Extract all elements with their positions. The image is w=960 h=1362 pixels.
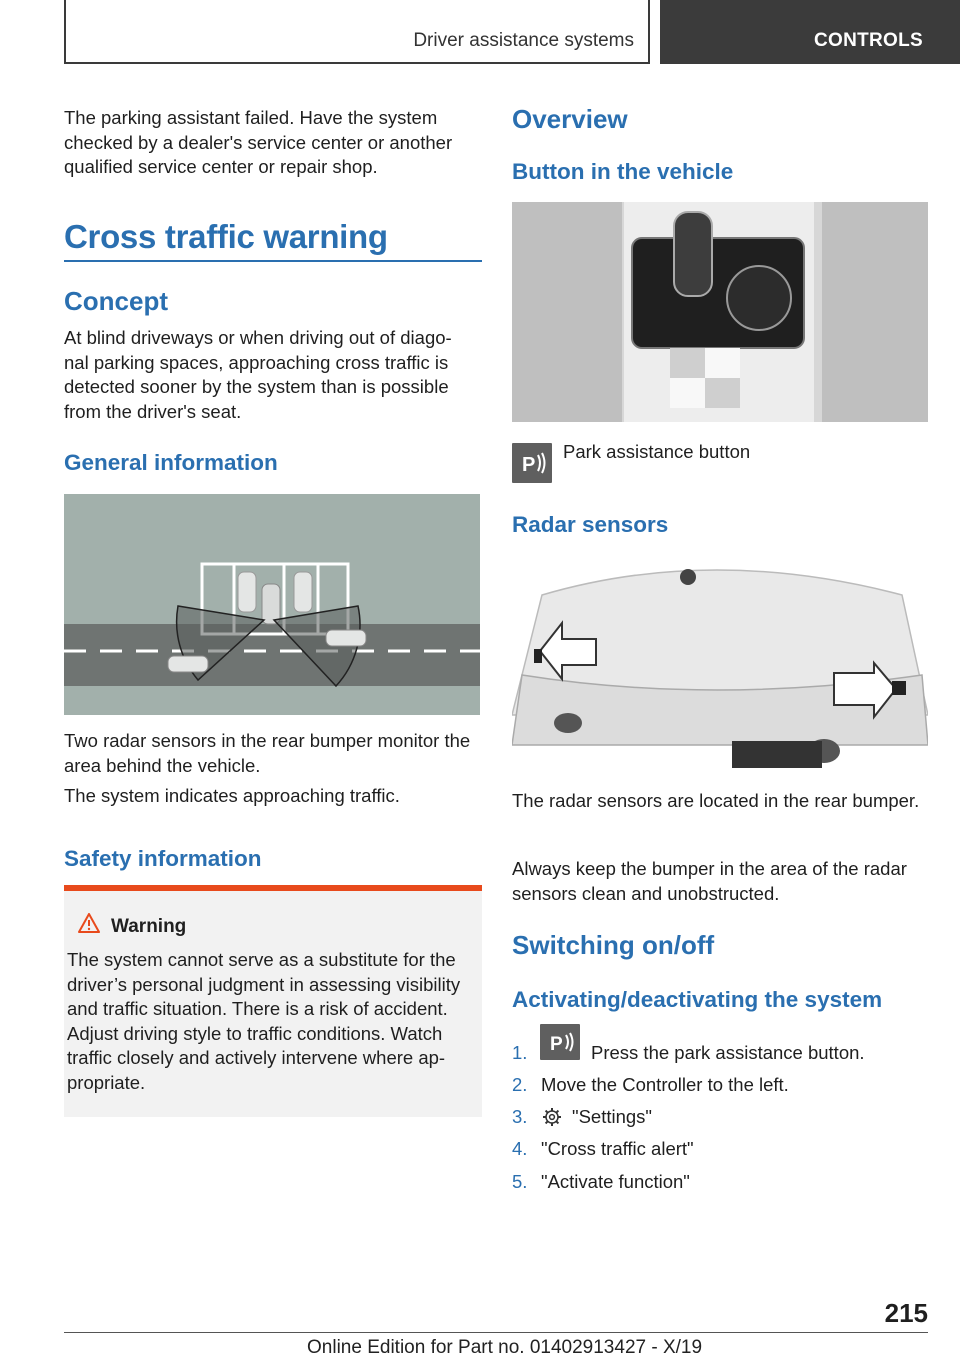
button-heading: Button in the vehicle [512, 159, 734, 184]
radar-paragraph-1: The radar sensors are located in the rear bumper. [512, 790, 920, 811]
center-console-illustration [512, 202, 928, 422]
footer-rule [64, 1332, 928, 1333]
page-title: Cross traffic warning [64, 218, 388, 255]
warning-paragraph: The system cannot serve as a substitute for the driver’s personal judgment in assessing visibility and traffic situation. There is a risk of accident. Adjust driving style to traffic conditions. Watch traffic closely and actively intervene where ap-propriate. [67, 949, 461, 1093]
step-number: 2. [512, 1074, 528, 1095]
park-assist-icon [512, 443, 552, 483]
rear-bumper-illustration [512, 555, 928, 768]
switch-heading: Switching on/off [512, 930, 715, 960]
svg-text:P: P [522, 454, 536, 476]
header-chapter-title: CONTROLS [814, 30, 924, 51]
step-text: "Activate function" [541, 1171, 690, 1192]
step-text: Press the park assistance button. [591, 1042, 865, 1063]
radar-paragraph-2: Always keep the bumper in the area of the radar sensors clean and unobstructed. [512, 858, 907, 904]
page-number: 215 [884, 1298, 928, 1328]
activate-heading: Activating/deactivating the system [512, 987, 883, 1012]
general-heading: General information [64, 450, 278, 475]
warning-title: Warning [111, 916, 187, 937]
step-number: 1. [512, 1042, 528, 1063]
warning-triangle-icon [78, 913, 100, 933]
footer-edition: Online Edition for Part no. 01402913427 - X/19 [307, 1337, 703, 1358]
center-console-photo [512, 202, 928, 422]
concept-heading: Concept [64, 286, 168, 316]
gear-icon [542, 1107, 562, 1127]
rear-bumper-photo [512, 555, 928, 768]
radar-heading: Radar sensors [512, 512, 669, 537]
cross-traffic-diagram [64, 494, 480, 715]
title-rule [64, 260, 482, 262]
warning-bar [64, 885, 482, 891]
step-text: "Cross traffic alert" [541, 1138, 694, 1159]
general-paragraph-2: The system indicates approaching traffic. [64, 785, 400, 806]
header-chapter-box [660, 0, 960, 64]
svg-text:P: P [550, 1034, 563, 1055]
park-assist-icon [540, 1024, 580, 1060]
step-text: "Settings" [572, 1106, 652, 1127]
concept-paragraph: At blind driveways or when driving out of diago-nal parking spaces, approaching cross traffic is detected sooner by the system than is possible from the driver's seat. [64, 327, 452, 422]
step-number: 3. [512, 1106, 528, 1127]
intro-paragraph: The parking assistant failed. Have the system checked by a dealer's service center or another qualified service center or repair shop. [64, 107, 453, 177]
overview-heading: Overview [512, 104, 628, 134]
general-paragraph-1: Two radar sensors in the rear bumper monitor the area behind the vehicle. [64, 730, 471, 776]
header-section-box [64, 0, 650, 64]
step-text: Move the Controller to the left. [541, 1074, 789, 1095]
cross-traffic-illustration [64, 494, 480, 715]
button-caption: Park assistance button [563, 441, 751, 462]
safety-heading: Safety information [64, 846, 262, 871]
step-number: 4. [512, 1138, 528, 1159]
step-number: 5. [512, 1171, 528, 1192]
header-section-title: Driver assistance systems [413, 30, 634, 51]
